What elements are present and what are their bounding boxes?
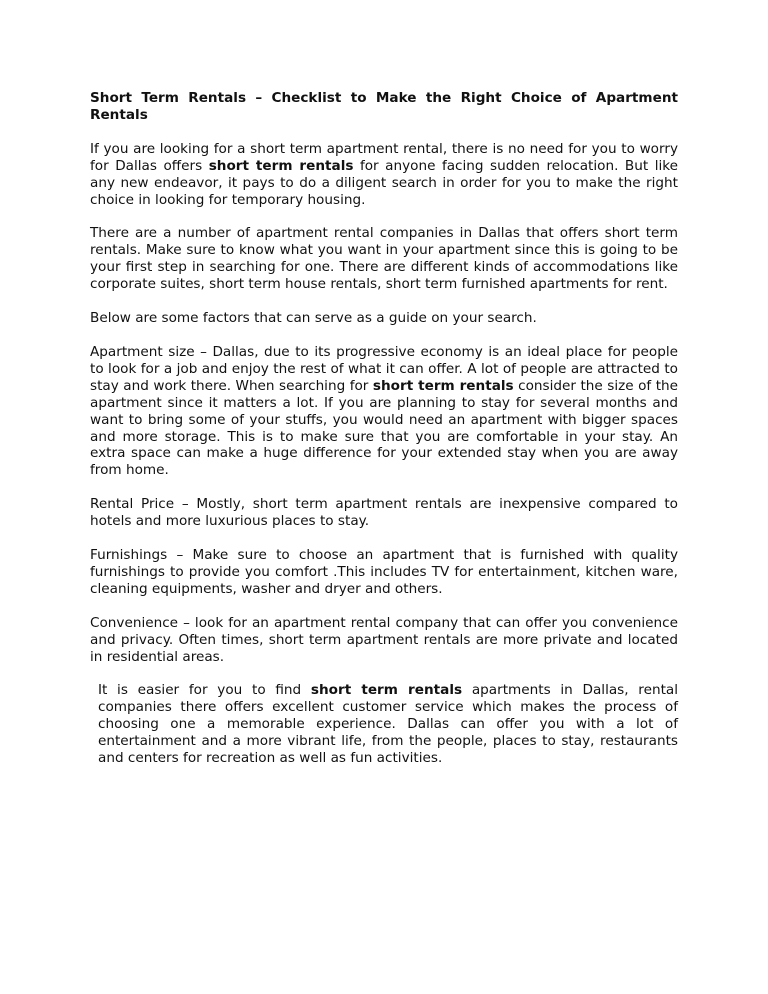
document-title: Short Term Rentals – Checklist to Make the Right Choice of Apartment Rentals <box>90 90 678 123</box>
document-page <box>90 90 678 784</box>
paragraph-intro-text-c: for anyone facing sudden relocation. But like any new endeavor, it pays to do a diligent search in order for you to make the right choice in looking for temporary housing. <box>90 157 678 208</box>
paragraph-conclusion <box>90 682 678 767</box>
paragraph-furnishings: Furnishings – Make sure to choose an apartment that is furnished with quality furnishings to provide you comfort .This includes TV for entertainment, kitchen ware, cleaning equipments, washer and dryer and others. <box>90 547 678 597</box>
paragraph-conclusion-text-c: apartments in Dallas, rental companies there offers excellent customer service which makes the process of choosing one a memorable experience. Dallas can offer you with a lot of entertainment and a more vibrant life, from the people, places to stay, restaurants and centers for recreation as well as fun activities. <box>98 682 679 767</box>
paragraph-rental-price: Rental Price – Mostly, short term apartment rentals are inexpensive compared to hotels and more luxurious places to stay. <box>90 496 678 530</box>
paragraph-apartment-size <box>90 344 678 479</box>
paragraph-apartment-size-text-a: Apartment size – Dallas, due to its progressive economy is an ideal place for people to look for a job and enjoy the rest of what it can offer. A lot of people are attracted to stay and work there. When searching for <box>90 343 678 394</box>
paragraph-convenience: Convenience – look for an apartment rental company that can offer you convenience and privacy. Often times, short term apartment rentals are more private and located in residential areas. <box>90 614 678 665</box>
keyword-short-term-rentals: short term rentals <box>208 157 354 174</box>
paragraph-apartment-size-text-c: consider the size of the apartment since it matters a lot. If you are planning to stay for several months and want to bring some of your stuffs, you would need an apartment with bigger spaces and more storage. This is to make sure that you are comfortable in your stay. An extra space can make a huge difference for your extended stay when you are away from home. <box>90 377 679 479</box>
paragraph-factors-intro: Below are some factors that can serve as a guide on your search. <box>90 310 537 327</box>
keyword-short-term-rentals: short term rentals <box>372 377 514 394</box>
paragraph-conclusion-text-a: It is easier for you to find <box>98 682 311 699</box>
paragraph-intro <box>90 141 678 209</box>
paragraph-companies: There are a number of apartment rental companies in Dallas that offers short term rentals. Make sure to know what you want in your apartment since this is going to be your first step in searching for one. There are different kinds of accommodations like corporate suites, short term house rentals, short term furnished apartments for rent. <box>90 225 678 293</box>
paragraph-intro-text-a: If you are looking for a short term apartment rental, there is no need for you to worry for Dallas offers <box>90 140 678 174</box>
keyword-short-term-rentals: short term rentals <box>310 682 463 699</box>
